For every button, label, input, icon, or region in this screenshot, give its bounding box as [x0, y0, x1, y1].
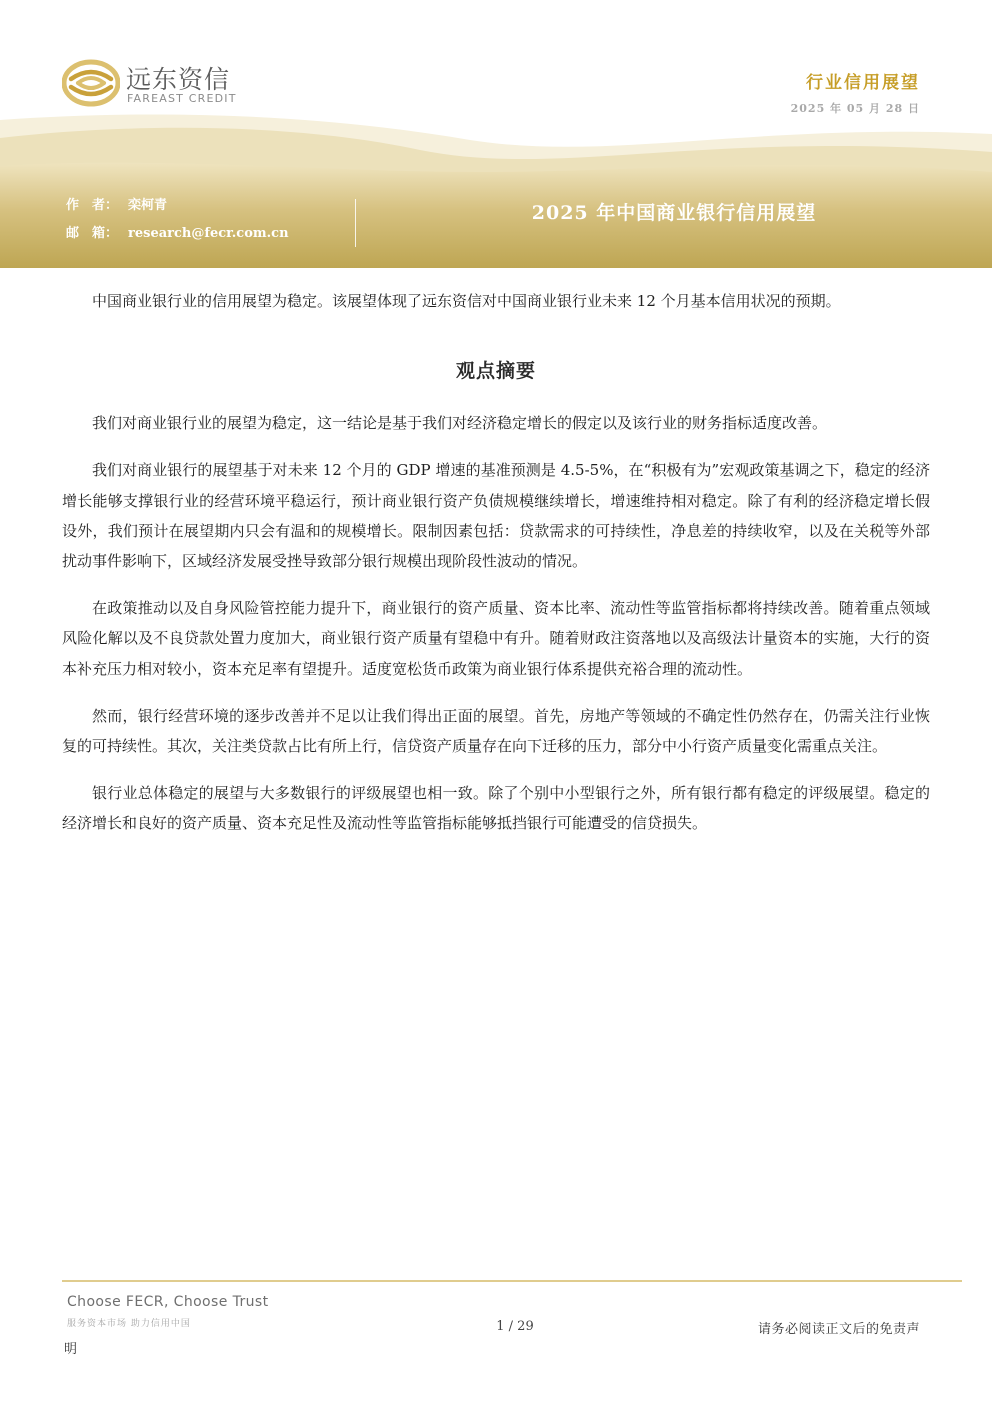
summary-paragraph: 银行业总体稳定的展望与大多数银行的评级展望也相一致。除了个别中小型银行之外，所有银行都有稳定的评级展望。稳定的经济增长和良好的资产质量、资本充足性及流动性等监管指标能够抵挡银行可能遭受的信贷损失。: [62, 784, 930, 833]
author-name: 栾柯青: [128, 198, 168, 213]
email-line: [66, 222, 289, 241]
footer-slogan-en: Choose FECR, Choose Trust: [67, 1294, 269, 1310]
disclaimer-note-continued: 明: [64, 1342, 78, 1357]
header-banner-background: [0, 112, 992, 268]
email-label: 邮 箱：: [66, 226, 119, 241]
section-title-summary: 观点摘要: [455, 360, 536, 383]
summary-paragraph: 在政策推动以及自身风险管控能力提升下，商业银行的资产质量、资本比率、流动性等监管指标都将持续改善。随着重点领域风险化解以及不良贷款处置力度加大，商业银行资产质量有望稳中有升。随着财政注资落地以及高级法计量资本的实施，大行的资本补充压力相对较小，资本充足率有望提升。适度宽松货币政策为商业银行体系提供充裕合理的流动性。: [62, 599, 930, 678]
disclaimer-note: 请务必阅读正文后的免责声: [757, 1322, 920, 1337]
fareast-logo-icon: [62, 58, 120, 108]
author-label: 作 者：: [66, 198, 119, 213]
author-line: [66, 194, 167, 213]
footer-divider: [62, 1280, 962, 1282]
summary-paragraph: 我们对商业银行的展望基于对未来 12 个月的 GDP 增速的基准预测是 4.5-5%，在“积极有为”宏观政策基调之下，稳定的经济增长能够支撑银行业的经营环境平稳运行，预计商业银行资产负债规模继续增长，增速维持相对稳定。除了有利的经济稳定增长假设外，我们预计在展望期内只会有温和的规模增长。限制因素包括：贷款需求的可持续性，净息差的持续收窄，以及在关税等外部扰动事件影响下，区域经济发展受挫导致部分银行规模出现阶段性波动的情况。: [62, 461, 930, 571]
intro-paragraph: 中国商业银行业的信用展望为稳定。该展望体现了远东资信对中国商业银行业未来 12 个月基本信用状况的预期。: [92, 292, 841, 310]
footer-slogan-cn: 服务资本市场 助力信用中国: [67, 1319, 191, 1329]
document-type: 行业信用展望: [806, 73, 920, 93]
report-body: [62, 286, 930, 839]
email-address[interactable]: research@fecr.com.cn: [128, 226, 289, 241]
summary-paragraph: 然而，银行经营环境的逐步改善并不足以让我们得出正面的展望。首先，房地产等领域的不确定性仍然存在，仍需关注行业恢复的可持续性。其次，关注类贷款占比有所上行，信贷资产质量存在向下迁移的压力，部分中小行资产质量变化需重点关注。: [62, 706, 930, 756]
document-date: 2025 年 05 月 28 日: [790, 102, 920, 115]
brand-name-cn: 远东资信: [126, 65, 231, 94]
summary-paragraph: 我们对商业银行业的展望为稳定，这一结论是基于我们对经济稳定增长的假定以及该行业的财务指标适度改善。: [92, 414, 828, 433]
brand-name-en: FAREAST CREDIT: [127, 92, 237, 105]
banner-divider: [355, 199, 356, 247]
report-title: 2025 年中国商业银行信用展望: [531, 202, 817, 224]
brand-logo: [62, 58, 262, 114]
page-number: 1 / 29: [496, 1319, 534, 1334]
